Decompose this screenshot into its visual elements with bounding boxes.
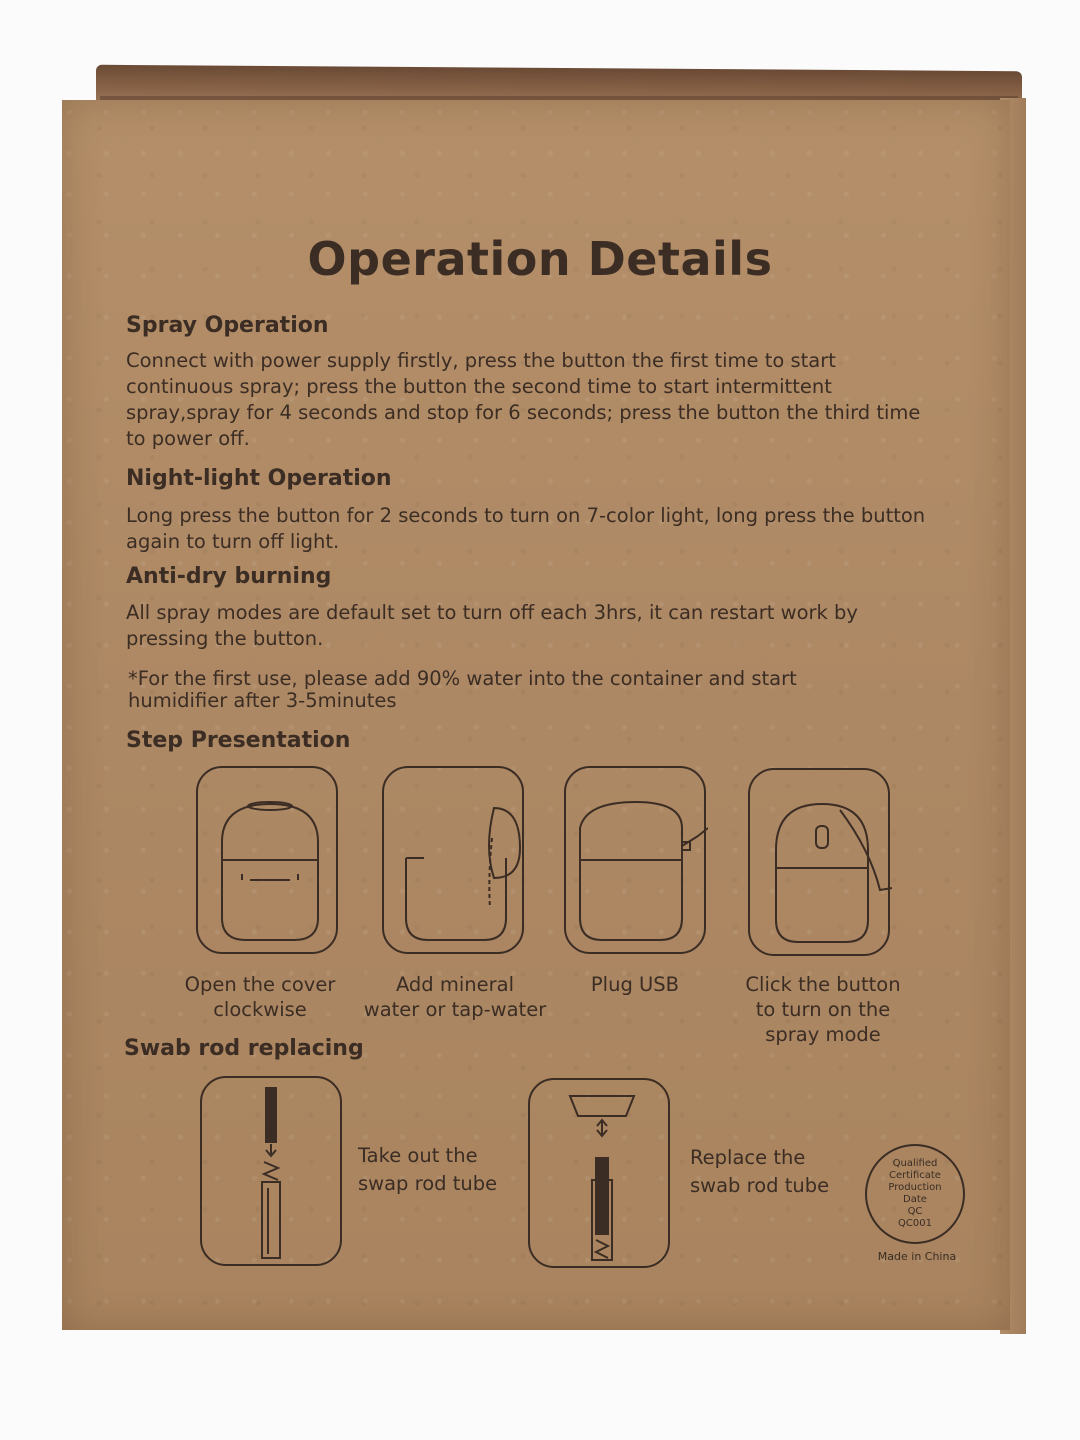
swab-caption: Replace the swab rod tube [690,1146,830,1197]
step-caption: Add mineral water or tap-water [363,973,547,1021]
button-press-icon [750,770,892,958]
antidry-body: All spray modes are default set to turn off each 3hrs, it can restart work by pressing the button. [126,601,858,650]
page-title: Operation Details [307,232,773,286]
step-caption: Plug USB [590,973,680,996]
step-heading: Step Presentation [126,728,351,753]
antidry-heading: Anti-dry burning [126,564,332,589]
step-card-plug-usb [564,766,706,954]
qc-seal: Qualified Certificate Production Date QC QC001 [865,1144,965,1244]
night-heading: Night-light Operation [126,466,392,491]
spray-body: Connect with power supply firstly, press the button the first time to start continuous spray; press the button the second time to start intermittent spray,spray for 4 seconds and stop for 6 seconds; press the button the third time to power off. [126,349,921,450]
water-pour-icon [384,768,526,956]
humidifier-open-icon [198,768,340,956]
made-in-label: Made in China [877,1250,957,1263]
night-body: Long press the button for 2 seconds to turn on 7-color light, long press the button again to turn off light. [126,504,926,553]
first-use-note: *For the first use, please add 90% water into the container and start humidifier after 3-5minutes [128,667,797,712]
step-caption: Click the button to turn on the spray mode [745,973,901,1046]
swab-card-take-out [200,1076,342,1266]
swab-heading: Swab rod replacing [124,1036,364,1061]
step-caption: Open the cover clockwise [184,973,336,1021]
step-card-open-cover [196,766,338,954]
swab-replace-icon [530,1080,672,1270]
swab-card-replace [528,1078,670,1268]
usb-plug-icon [566,768,708,956]
step-card-click-button [748,768,890,956]
spray-heading: Spray Operation [126,313,329,338]
step-card-add-water [382,766,524,954]
swab-caption: Take out the swap rod tube [358,1144,498,1195]
swab-remove-icon [202,1078,344,1268]
